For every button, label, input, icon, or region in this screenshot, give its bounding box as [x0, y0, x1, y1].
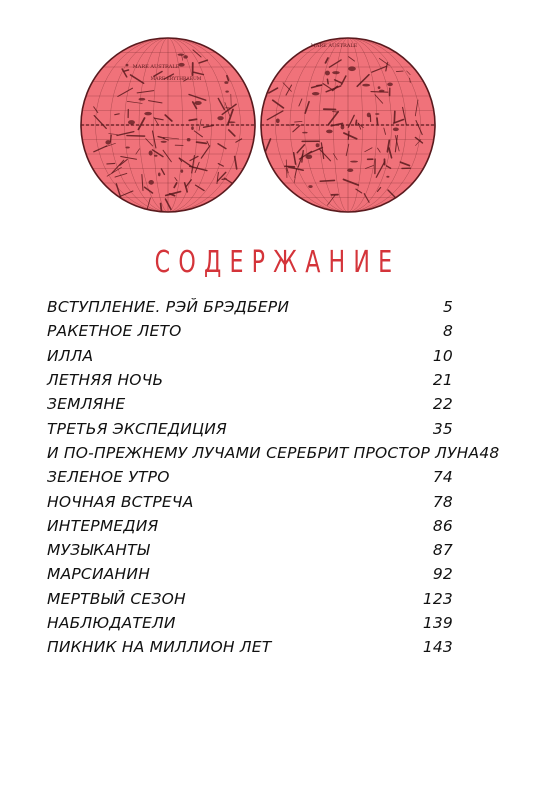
- right-hemisphere: [261, 38, 435, 212]
- toc-entry-page: 143: [422, 638, 453, 657]
- toc-entry-page: 78: [432, 492, 453, 511]
- toc-entry-page: 92: [432, 565, 453, 584]
- toc-entry-title: ТРЕТЬЯ ЭКСПЕДИЦИЯ: [47, 419, 228, 438]
- toc-entry-page: 35: [432, 419, 453, 438]
- toc-entry-page: 22: [432, 395, 453, 414]
- toc-heading: СОДЕРЖАНИЕ: [154, 245, 401, 280]
- toc-entry[interactable]: [47, 465, 453, 489]
- map-label-left-mid: MARE ERYTHRAEUM: [150, 77, 202, 82]
- map-label-left-top: MARE AUSTRALE: [132, 64, 180, 70]
- mars-map-illustration: [80, 35, 436, 216]
- toc-entry[interactable]: [47, 344, 453, 368]
- toc-entry-page: 87: [432, 541, 453, 560]
- mars-hemispheres-map: [80, 35, 436, 216]
- toc-entry-page: 123: [422, 589, 453, 608]
- toc-entry[interactable]: [47, 489, 453, 513]
- toc-entry-page: 21: [432, 371, 453, 390]
- toc-list: [47, 295, 500, 659]
- toc-entry-page: 139: [422, 614, 453, 632]
- toc-entry[interactable]: [47, 441, 500, 465]
- toc-entry-title: ВСТУПЛЕНИЕ. РЭЙ БРЭДБЕРИ: [47, 298, 290, 317]
- toc-entry-page: 86: [432, 516, 453, 535]
- toc-entry[interactable]: [47, 295, 453, 319]
- toc-entry[interactable]: [47, 514, 453, 538]
- toc-entry-page: 10: [432, 346, 453, 365]
- map-label-right-top: MARE AUSTRALE: [310, 43, 358, 49]
- toc-entry-page: 48: [479, 443, 500, 462]
- toc-entry[interactable]: [47, 635, 453, 659]
- toc-entry-page: 8: [442, 322, 453, 341]
- toc-entry-title: И ПО-ПРЕЖНЕМУ ЛУЧАМИ СЕРЕБРИТ ПРОСТОР ЛУНА: [47, 443, 480, 462]
- toc-entry-title: ЛЕТНЯЯ НОЧЬ: [47, 371, 164, 390]
- toc-entry-title: ИЛЛА: [47, 346, 94, 365]
- toc-entry-title: МУЗЫКАНТЫ: [47, 541, 150, 560]
- toc-entry-title: МАРСИАНИН: [47, 565, 151, 584]
- toc-entry[interactable]: [47, 368, 453, 392]
- toc-entry-title: ЗЕЛЕНОЕ УТРО: [47, 468, 170, 487]
- toc-entry-title: ИНТЕРМЕДИЯ: [47, 516, 159, 535]
- toc-entry-page: 74: [432, 468, 453, 487]
- toc-entry[interactable]: [47, 587, 453, 611]
- toc-entry-title: НАБЛЮДАТЕЛИ: [47, 614, 176, 632]
- toc-entry-title: МЕРТВЫЙ СЕЗОН: [47, 589, 186, 608]
- toc-entry[interactable]: [47, 611, 453, 635]
- toc-entry[interactable]: [47, 416, 453, 440]
- toc-entry[interactable]: [47, 562, 453, 586]
- toc-entry-title: ПИКНИК НА МИЛЛИОН ЛЕТ: [47, 638, 272, 657]
- toc-entry[interactable]: [47, 319, 453, 343]
- toc-entry[interactable]: [47, 538, 453, 562]
- toc-entry-title: ЗЕМЛЯНЕ: [47, 395, 126, 414]
- toc-entry-title: РАКЕТНОЕ ЛЕТО: [47, 322, 182, 341]
- toc-entry-page: 5: [442, 298, 453, 317]
- toc-entry-title: НОЧНАЯ ВСТРЕЧА: [47, 492, 194, 511]
- toc-entry[interactable]: [47, 392, 453, 416]
